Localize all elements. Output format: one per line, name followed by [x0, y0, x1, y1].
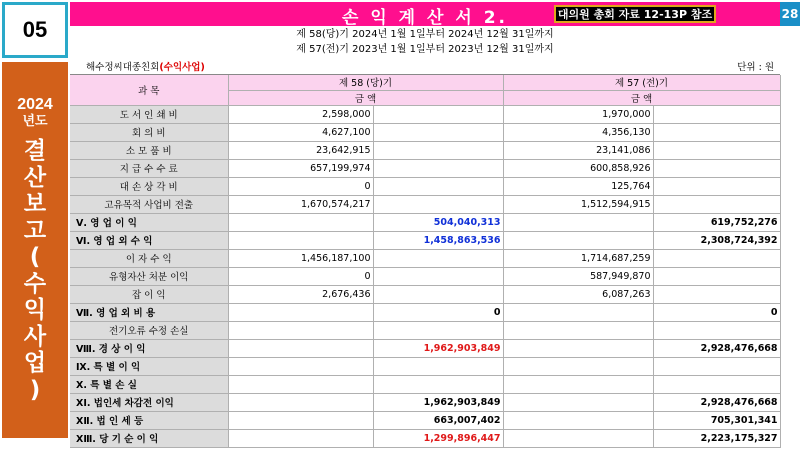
- previous-detail-cell: [503, 339, 653, 357]
- statement-table: [70, 75, 781, 448]
- org-name: 해수정씨대종친회: [86, 62, 160, 73]
- current-total-cell: [373, 285, 503, 303]
- current-total-cell: [373, 177, 503, 195]
- current-detail-cell: [228, 411, 373, 429]
- account-cell: Ⅵ. 영 업 외 수 익: [70, 231, 228, 249]
- sidebar-char: 수: [23, 270, 47, 297]
- previous-total-cell: [653, 375, 780, 393]
- current-detail-cell: 0: [228, 267, 373, 285]
- org-note: (수익사업): [159, 62, 205, 73]
- col-header-previous: 제 57 (전)기: [503, 75, 780, 90]
- sidebar-year: 2024: [17, 96, 53, 113]
- previous-total-cell: 2,308,724,392: [653, 231, 780, 249]
- table-row: [70, 285, 780, 303]
- current-detail-cell: [228, 213, 373, 231]
- account-cell: 도 서 인 쇄 비: [70, 105, 228, 123]
- table-row: [70, 429, 780, 447]
- unit-label: 단위 : 원: [737, 62, 774, 73]
- current-total-cell: 663,007,402: [373, 411, 503, 429]
- previous-total-cell: 2,928,476,668: [653, 339, 780, 357]
- table-row: [70, 141, 780, 159]
- organization: [86, 60, 205, 74]
- table-row: [70, 231, 780, 249]
- previous-total-cell: [653, 195, 780, 213]
- current-detail-cell: 4,627,100: [228, 123, 373, 141]
- previous-detail-cell: 23,141,086: [503, 141, 653, 159]
- current-detail-cell: [228, 357, 373, 375]
- sidebar-char: ): [29, 376, 41, 403]
- current-total-cell: 1,299,896,447: [373, 429, 503, 447]
- header-row: [70, 75, 780, 90]
- table-row: [70, 303, 780, 321]
- current-detail-cell: 23,642,915: [228, 141, 373, 159]
- table-row: [70, 159, 780, 177]
- account-cell: Ⅹ. 특 별 손 실: [70, 375, 228, 393]
- current-total-cell: [373, 357, 503, 375]
- account-cell: 지 급 수 수 료: [70, 159, 228, 177]
- current-detail-cell: 2,598,000: [228, 105, 373, 123]
- account-cell: 고유목적 사업비 전출: [70, 195, 228, 213]
- previous-detail-cell: [503, 321, 653, 339]
- previous-detail-cell: [503, 411, 653, 429]
- account-cell: 전기오류 수정 손실: [70, 321, 228, 339]
- current-detail-cell: [228, 231, 373, 249]
- previous-detail-cell: 1,714,687,259: [503, 249, 653, 267]
- section-number-badge: [2, 2, 68, 58]
- current-detail-cell: [228, 339, 373, 357]
- previous-total-cell: [653, 267, 780, 285]
- table-row: [70, 123, 780, 141]
- current-total-cell: [373, 123, 503, 141]
- sidebar-char: 결: [23, 138, 47, 164]
- previous-total-cell: [653, 159, 780, 177]
- table-row: [70, 357, 780, 375]
- current-detail-cell: [228, 429, 373, 447]
- sidebar-char: 산: [23, 164, 47, 191]
- previous-total-cell: 0: [653, 303, 780, 321]
- col-header-amount: 금 액: [228, 90, 503, 105]
- table-row: [70, 195, 780, 213]
- table-row: [70, 213, 780, 231]
- current-total-cell: [373, 195, 503, 213]
- previous-detail-cell: [503, 429, 653, 447]
- current-total-cell: [373, 375, 503, 393]
- section-number: 05: [22, 17, 48, 42]
- account-cell: 소 모 품 비: [70, 141, 228, 159]
- current-total-cell: [373, 321, 503, 339]
- col-header-account: 과 목: [70, 75, 228, 105]
- previous-detail-cell: 1,970,000: [503, 105, 653, 123]
- previous-total-cell: [653, 321, 780, 339]
- sidebar-char: 사: [23, 323, 47, 350]
- account-cell: 유형자산 처분 이익: [70, 267, 228, 285]
- table-row: [70, 267, 780, 285]
- account-cell: ⅩⅠ. 법인세 차감전 이익: [70, 393, 228, 411]
- sidebar-char: (: [29, 244, 41, 270]
- sidebar-banner: [2, 62, 68, 438]
- previous-detail-cell: [503, 303, 653, 321]
- previous-total-cell: 619,752,276: [653, 213, 780, 231]
- current-detail-cell: 0: [228, 177, 373, 195]
- current-detail-cell: [228, 393, 373, 411]
- sidebar-char: 업: [23, 350, 47, 376]
- previous-total-cell: [653, 285, 780, 303]
- current-detail-cell: [228, 375, 373, 393]
- current-total-cell: [373, 159, 503, 177]
- table-row: [70, 105, 780, 123]
- previous-total-cell: [653, 141, 780, 159]
- previous-total-cell: [653, 249, 780, 267]
- col-header-current: 제 58 (당)기: [228, 75, 503, 90]
- sidebar-year-suffix: 년도: [22, 114, 48, 129]
- previous-total-cell: 705,301,341: [653, 411, 780, 429]
- account-cell: ⅩⅡ. 법 인 세 등: [70, 411, 228, 429]
- account-cell: 잡 이 익: [70, 285, 228, 303]
- table-row: [70, 339, 780, 357]
- previous-total-cell: [653, 177, 780, 195]
- current-total-cell: [373, 249, 503, 267]
- current-detail-cell: [228, 303, 373, 321]
- current-total-cell: [373, 105, 503, 123]
- page-number: 28: [780, 2, 800, 26]
- previous-total-cell: 2,223,175,327: [653, 429, 780, 447]
- previous-total-cell: 2,928,476,668: [653, 393, 780, 411]
- account-cell: Ⅴ. 영 업 이 익: [70, 213, 228, 231]
- current-detail-cell: 1,456,187,100: [228, 249, 373, 267]
- reference-tag: 대의원 총회 자료 12-13P 참조: [554, 5, 716, 23]
- statement-meta: [70, 60, 780, 75]
- previous-total-cell: [653, 357, 780, 375]
- previous-detail-cell: 125,764: [503, 177, 653, 195]
- col-header-amount: 금 액: [503, 90, 780, 105]
- current-total-cell: 1,962,903,849: [373, 393, 503, 411]
- table-row: [70, 393, 780, 411]
- table-row: [70, 375, 780, 393]
- current-total-cell: [373, 141, 503, 159]
- current-detail-cell: 2,676,436: [228, 285, 373, 303]
- sidebar-char: 고: [23, 217, 47, 244]
- current-detail-cell: [228, 321, 373, 339]
- current-total-cell: 0: [373, 303, 503, 321]
- current-total-cell: 1,458,863,536: [373, 231, 503, 249]
- previous-total-cell: [653, 105, 780, 123]
- period-previous: 제 57(전)기 2023년 1월 1일부터 2023년 12월 31일까지: [296, 44, 554, 55]
- previous-detail-cell: 1,512,594,915: [503, 195, 653, 213]
- current-detail-cell: 657,199,974: [228, 159, 373, 177]
- table-row: [70, 411, 780, 429]
- previous-total-cell: [653, 123, 780, 141]
- previous-detail-cell: [503, 213, 653, 231]
- account-cell: Ⅷ. 경 상 이 익: [70, 339, 228, 357]
- page-title: 손 익 계 산 서 2.: [342, 8, 508, 28]
- previous-detail-cell: [503, 231, 653, 249]
- table-row: [70, 177, 780, 195]
- account-cell: 대 손 상 각 비: [70, 177, 228, 195]
- sidebar-char: 보: [23, 191, 47, 217]
- previous-detail-cell: 6,087,263: [503, 285, 653, 303]
- previous-detail-cell: 587,949,870: [503, 267, 653, 285]
- sidebar-vertical-title: [2, 138, 68, 403]
- title-bar: [70, 2, 780, 26]
- current-total-cell: 1,962,903,849: [373, 339, 503, 357]
- previous-detail-cell: 600,858,926: [503, 159, 653, 177]
- account-cell: Ⅸ. 특 별 이 익: [70, 357, 228, 375]
- account-cell: 회 의 비: [70, 123, 228, 141]
- previous-detail-cell: 4,356,130: [503, 123, 653, 141]
- period-current: 제 58(당)기 2024년 1월 1일부터 2024년 12월 31일까지: [296, 29, 554, 40]
- account-cell: Ⅶ. 영 업 외 비 용: [70, 303, 228, 321]
- table-row: [70, 321, 780, 339]
- sidebar-char: 익: [23, 297, 47, 323]
- current-detail-cell: 1,670,574,217: [228, 195, 373, 213]
- previous-detail-cell: [503, 393, 653, 411]
- income-statement: [70, 60, 780, 448]
- previous-detail-cell: [503, 375, 653, 393]
- table-row: [70, 249, 780, 267]
- current-total-cell: [373, 267, 503, 285]
- previous-detail-cell: [503, 357, 653, 375]
- current-total-cell: 504,040,313: [373, 213, 503, 231]
- account-cell: ⅩⅢ. 당 기 순 이 익: [70, 429, 228, 447]
- account-cell: 이 자 수 익: [70, 249, 228, 267]
